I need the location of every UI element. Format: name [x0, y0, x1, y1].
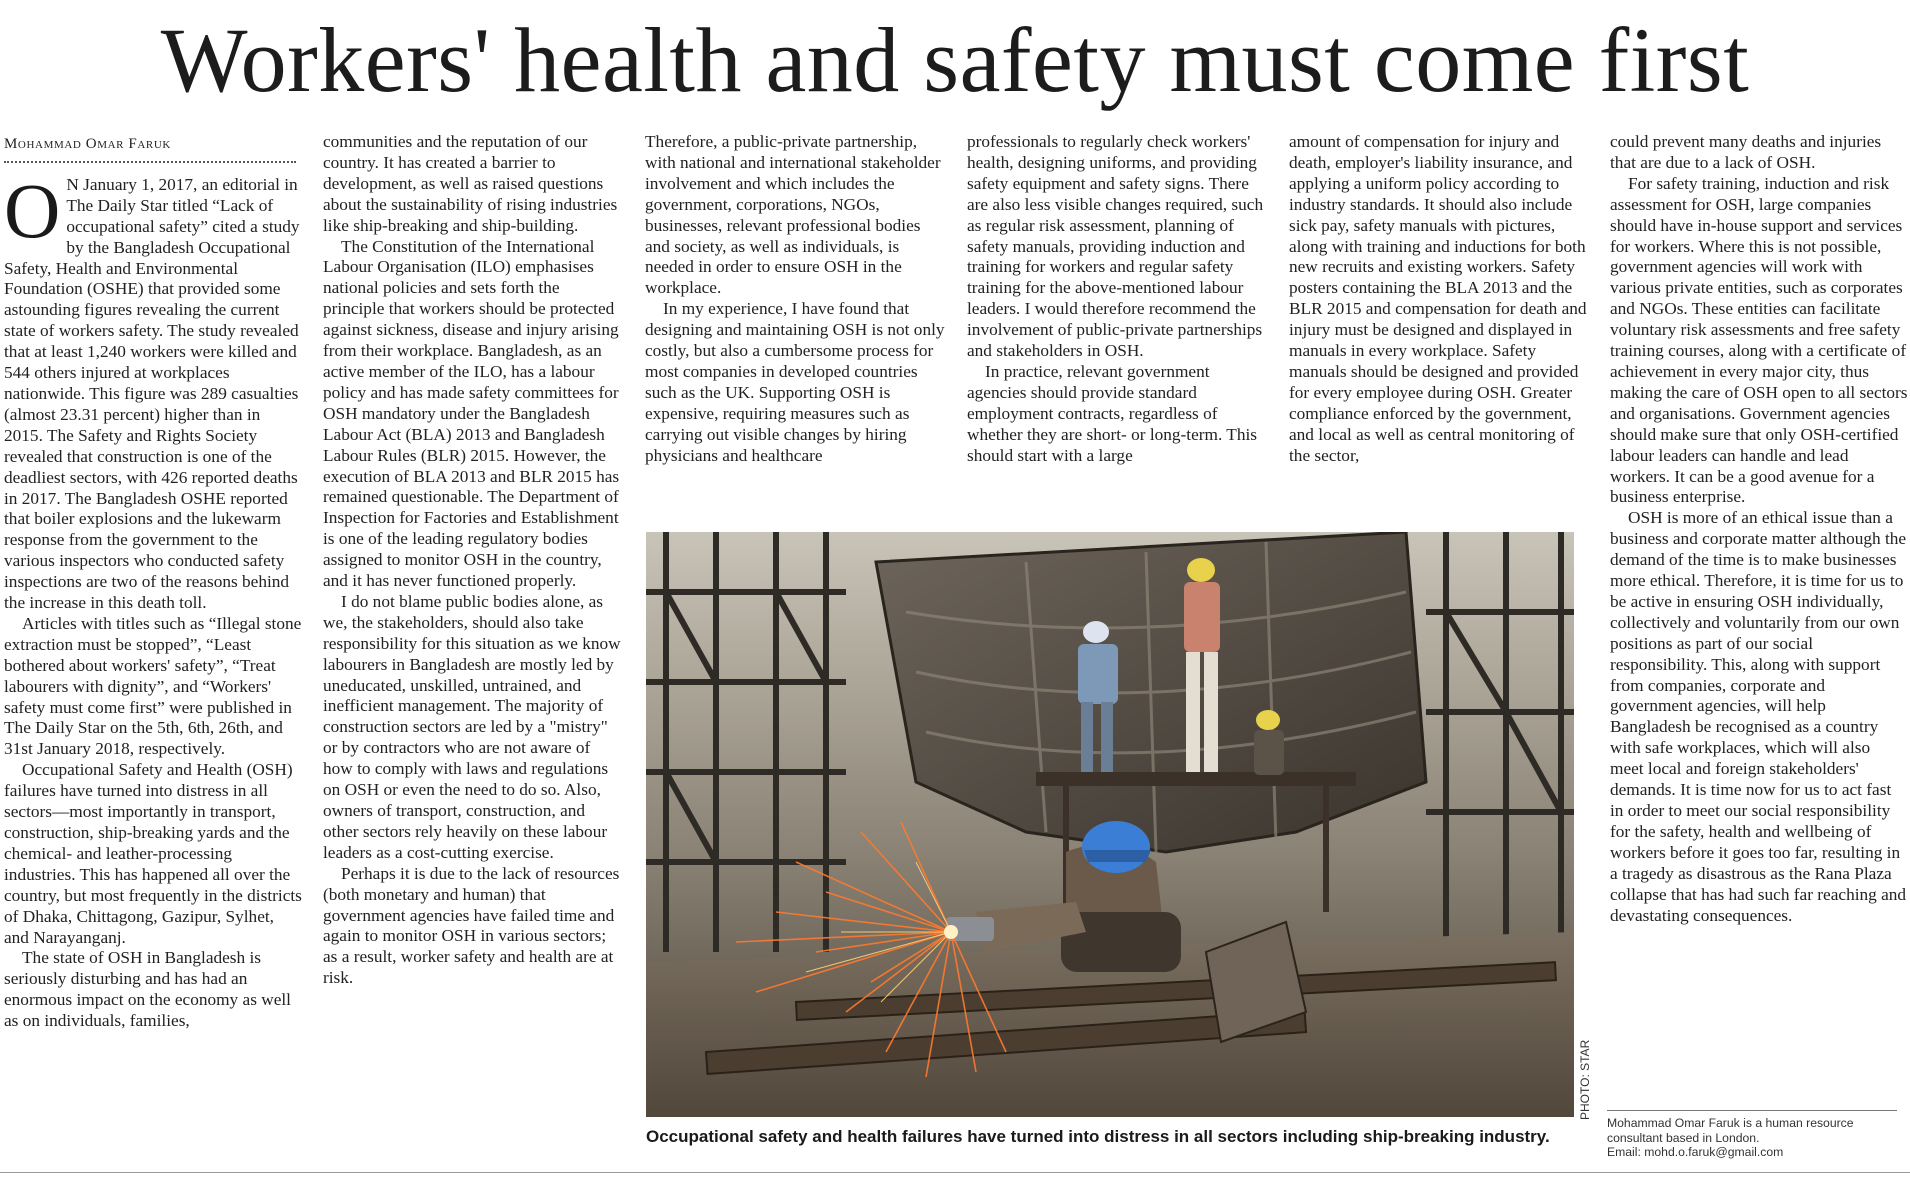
photo-caption: Occupational safety and health failures have turned into distress in all sectors including ship-breaking industry. [646, 1127, 1550, 1146]
article-column-5 [1289, 132, 1589, 512]
ship-breaking-photo [646, 532, 1574, 1117]
byline: Mohammad Omar Faruk [4, 134, 296, 163]
article-column-3 [645, 132, 945, 512]
paragraph: For safety training, induction and risk assessment for OSH, large companies should have in-house support and services for workers. Where this is not possible, government agencies will work with various private entities, such as corporates and NGOs. These entities can facilitate voluntary risk assessments and free safety training courses, along with a certificate of achievement in every major city, thus making the care of OSH open to all sectors and organisations. Government agencies should make sure that only OSH-certified labour leaders can handle and lead workers. It can be a good avenue for a business enterprise. [1610, 173, 1908, 507]
paragraph: professionals to regularly check workers' health, designing uniforms, and providing safety equipment and safety signs. There are also less visible changes required, such as regular risk assessment, planning of safety manuals, providing induction and training for workers and regular safety training for the above-mentioned labour leaders. I would therefore recommend the involvement of public-private partnerships and stakeholders in OSH. [967, 132, 1264, 361]
headline: Workers' health and safety must come first [160, 9, 1750, 111]
paragraph: N January 1, 2017, an editorial in The Daily Star titled “Lack of occupational safety” cited a study by the Bangladesh Occupational Safety, Health and Environmental Foundation (OSHE) that provided some astounding figures revealing the current state of workers safety. The study revealed that at least 1,240 workers were killed and 544 others injured at workplaces nationwide. This figure was 289 casualties (almost 23.31 percent) higher than in 2015. The Safety and Rights Society revealed that construction is one of the deadliest sectors, with 426 reported deaths in 2017. The Bangladesh OSHE reported that boiler explosions and the lukewarm response from the government to the various inspectors who conducted safety inspections are two of the reasons behind the increase in this death toll. [4, 174, 300, 613]
paragraph: Therefore, a public-private partnership, with national and international stakeholder involvement and which includes the government, corporations, NGOs, businesses, relevant professional bodies and society, as well as individuals, is needed in order to ensure OSH in the workplace. [645, 132, 941, 298]
author-note [1607, 1110, 1897, 1160]
paragraph: could prevent many deaths and injuries that are due to a lack of OSH. [1610, 132, 1882, 172]
paragraph: communities and the reputation of our country. It has created a barrier to development, as well as raised questions about the sustainability of rising industries like ship-breaking and ship-building. [323, 132, 618, 235]
paragraph: In my experience, I have found that designing and maintaining OSH is not only costly, but also a cumbersome process for most companies in developed countries such as the UK. Supporting OSH is expensive, requiring measures such as carrying out visible changes by hiring physicians and healthcare [645, 299, 945, 465]
paragraph: The Constitution of the International Labour Organisation (ILO) emphasises national policies and sets forth the principle that workers should be protected against sickness, disease and injury arising from their workplace. Bangladesh, as an active member of the ILO, has a labour policy and has made safety committees for OSH mandatory under the Bangladesh Labour Act (BLA) 2013 and Bangladesh Labour Rules (BLR) 2015. However, the execution of BLA 2013 and BLR 2015 has remained questionable. The Department of Inspection for Factories and Establishment is one of the leading regulatory bodies assigned to monitor OSH in the country, and it has never functioned properly. [323, 236, 620, 591]
bottom-divider [0, 1172, 1910, 1173]
photo-credit: PHOTO: STAR [1578, 1039, 1592, 1120]
article-column-2 [323, 132, 621, 1164]
paragraph: The state of OSH in Bangladesh is seriously disturbing and has had an enormous impact on the economy as well as on individuals, families, [4, 948, 291, 1031]
paragraph: I do not blame public bodies alone, as we, the stakeholders, should also take responsibility for this situation as we know labourers in Bangladesh are mostly led by uneducated, unskilled, untrained, and inefficient management. The majority of construction sectors are led by a "mistry" or by contractors who are not aware of how to comply with laws and regulations on OSH or even the need to do so. Also, owners of transport, construction, and other sectors rely heavily on these labour leaders as a cost-cutting exercise. [323, 591, 621, 862]
paragraph: amount of compensation for injury and death, employer's liability insurance, and applying a uniform policy according to industry standards. It should also include sick pay, safety manuals with pictures, along with training and inductions for both new recruits and existing workers. Safety posters containing the BLA 2013 and the BLR 2015 and compensation for death and injury must be designed and displayed in manuals in every workplace. Safety manuals should be designed and provided for every employee during OSH. Greater compliance enforced by the government, and local as well as central monitoring of the sector, [1289, 132, 1587, 465]
author-email: Email: mohd.o.faruk@gmail.com [1607, 1145, 1784, 1159]
author-note-line: Mohammad Omar Faruk is a human resource [1607, 1116, 1854, 1130]
article-column-4 [967, 132, 1267, 512]
article-photo [646, 532, 1574, 1117]
article-column-1 [4, 134, 302, 1164]
paragraph: Occupational Safety and Health (OSH) failures have turned into distress in all sectors—most importantly in transport, construction, ship-breaking yards and the chemical- and leather-processing industries. This has happened all over the country, but most frequently in the districts of Dhaka, Chittagong, Gazipur, Sylhet, and Narayanganj. [4, 760, 302, 947]
paragraph: In practice, relevant government agencies should provide standard employment contracts, regardless of whether they are short- or long-term. This should start with a large [967, 361, 1258, 465]
article-column-6 [1610, 132, 1908, 1100]
paragraph: OSH is more of an ethical issue than a business and corporate matter although the demand of the time is to make businesses more ethical. Therefore, it is time for us to be active in ensuring OSH individually, collectively and voluntarily from our own positions as part of our social responsibility. This, along with support from companies, corporate and government agencies, will help Bangladesh be recognised as a country with safe workplaces, which will also meet local and foreign stakeholders' demands. It is time now for us to act fast in order to meet our social responsibility for the safety, health and wellbeing of workers before it goes too far, resulting in a tragedy as disastrous as the Rana Plaza collapse that has had such far reaching and devastating consequences. [1610, 508, 1907, 925]
paragraph: Articles with titles such as “Illegal stone extraction must be stopped”, “Least bothered about workers' safety”, “Treat labourers with dignity”, and “Workers' safety must come first” were published in The Daily Star on the 5th, 6th, 26th, and 31st January 2018, respectively. [4, 613, 302, 759]
author-note-line: consultant based in London. [1607, 1130, 1760, 1145]
paragraph: Perhaps it is due to the lack of resources (both monetary and human) that government agencies have failed time and again to monitor OSH in various sectors; as a result, worker safety and health are at risk. [323, 863, 620, 988]
drop-cap: O [4, 166, 61, 254]
